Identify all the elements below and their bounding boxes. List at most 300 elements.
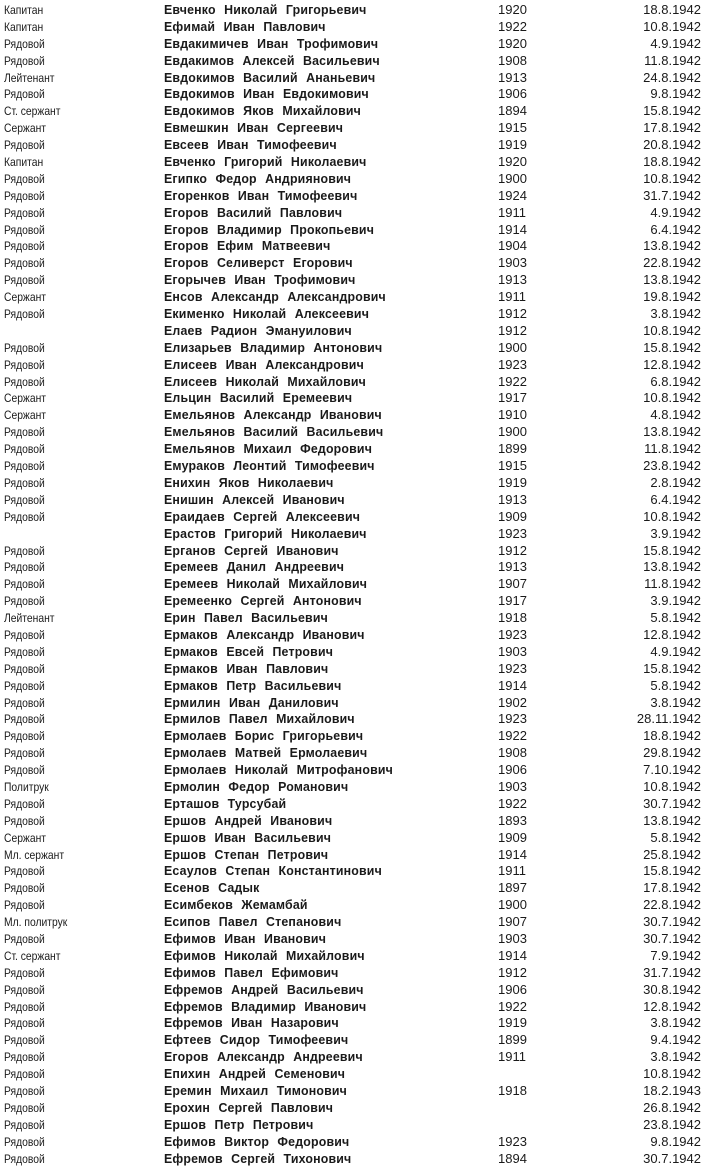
date-cell: 13.8.1942 xyxy=(643,272,701,288)
birth-year-cell: 1906 xyxy=(498,981,527,997)
name-cell: Евдакимов Алексей Васильевич xyxy=(164,52,380,68)
rank-cell: Рядовой xyxy=(4,577,45,592)
roster-row xyxy=(0,390,707,407)
rank-cell: Рядовой xyxy=(4,1100,45,1115)
roster-row xyxy=(0,728,707,745)
rank-cell: Мл. сержант xyxy=(4,847,65,862)
date-cell: 9.8.1942 xyxy=(650,1133,701,1149)
birth-year-cell: 1914 xyxy=(498,846,527,862)
rank-cell: Рядовой xyxy=(4,256,45,271)
date-cell: 11.8.1942 xyxy=(644,52,701,68)
name-cell: Ерохин Сергей Павлович xyxy=(164,1099,334,1115)
date-cell: 10.8.1942 xyxy=(643,778,701,794)
birth-year-cell: 1915 xyxy=(498,458,527,474)
rank-cell: Рядовой xyxy=(4,357,45,372)
rank-cell: Рядовой xyxy=(4,1084,45,1098)
date-cell: 18.8.1942 xyxy=(643,728,701,744)
name-cell: Ерташов Турсубай xyxy=(164,795,287,811)
name-cell: Еремеев Николай Михайлович xyxy=(164,576,368,592)
birth-year-cell: 1913 xyxy=(498,559,527,575)
rank-cell: Рядовой xyxy=(4,729,45,744)
birth-year-cell: 1903 xyxy=(498,643,527,659)
birth-year-cell: 1903 xyxy=(498,930,527,946)
name-cell: Егоренков Иван Тимофеевич xyxy=(164,187,358,203)
birth-year-cell: 1914 xyxy=(498,221,527,237)
date-cell: 15.8.1942 xyxy=(643,339,701,355)
name-cell: Ермолаев Николай Митрофанович xyxy=(164,762,393,778)
roster-row xyxy=(0,914,707,931)
name-cell: Ефимов Павел Ефимович xyxy=(164,964,339,980)
date-cell: 30.7.1942 xyxy=(643,795,701,811)
roster-row xyxy=(0,1117,707,1134)
name-cell: Есимбеков Жемамбай xyxy=(164,897,308,913)
date-cell: 18.2.1943 xyxy=(643,1083,701,1098)
date-cell: 12.8.1942 xyxy=(643,626,701,642)
roster-row xyxy=(0,1032,707,1049)
roster-row xyxy=(0,762,707,779)
rank-cell: Рядовой xyxy=(4,374,45,389)
date-cell: 13.8.1942 xyxy=(643,812,701,828)
rank-cell: Рядовой xyxy=(4,53,45,68)
date-cell: 10.8.1942 xyxy=(643,508,701,524)
name-cell: Евмешкин Иван Сергеевич xyxy=(164,120,344,136)
birth-year-cell: 1917 xyxy=(498,593,527,609)
name-cell: Егоров Селиверст Егорович xyxy=(164,255,353,271)
name-cell: Ельцин Василий Еремеевич xyxy=(164,390,353,406)
roster-row xyxy=(0,1151,707,1167)
birth-year-cell: 1903 xyxy=(498,778,527,794)
roster-row xyxy=(0,576,707,593)
birth-year-cell: 1922 xyxy=(498,795,527,811)
date-cell: 15.8.1942 xyxy=(643,863,701,879)
name-cell: Елаев Радион Эмануилович xyxy=(164,322,352,338)
rank-cell: Рядовой xyxy=(4,644,45,659)
roster-row xyxy=(0,644,707,661)
name-cell: Ермаков Иван Павлович xyxy=(164,660,329,676)
roster-row xyxy=(0,779,707,796)
roster-row xyxy=(0,70,707,87)
date-cell: 15.8.1942 xyxy=(643,660,701,676)
roster-row xyxy=(0,610,707,627)
birth-year-cell: 1912 xyxy=(498,964,527,980)
rank-cell: Рядовой xyxy=(4,627,45,642)
name-cell: Есипов Павел Степанович xyxy=(164,914,342,930)
roster-row xyxy=(0,205,707,222)
birth-year-cell: 1894 xyxy=(498,1150,527,1166)
roster-row xyxy=(0,1083,707,1100)
roster-row xyxy=(0,103,707,120)
birth-year-cell: 1920 xyxy=(498,2,527,17)
roster-row xyxy=(0,289,707,306)
date-cell: 22.8.1942 xyxy=(643,897,701,913)
date-cell: 17.8.1942 xyxy=(643,120,701,136)
birth-year-cell: 1908 xyxy=(498,745,527,761)
name-cell: Ершов Андрей Иванович xyxy=(164,812,333,828)
name-cell: Еремин Михаил Тимонович xyxy=(164,1083,348,1098)
rank-cell: Рядовой xyxy=(4,1117,45,1132)
roster-row xyxy=(0,982,707,999)
rank-cell: Рядовой xyxy=(4,746,45,761)
name-cell: Елизарьев Владимир Антонович xyxy=(164,339,383,355)
birth-year-cell: 1922 xyxy=(498,728,527,744)
date-cell: 6.4.1942 xyxy=(650,491,701,507)
roster-row xyxy=(0,86,707,103)
birth-year-cell: 1922 xyxy=(498,998,527,1014)
roster-row xyxy=(0,830,707,847)
name-cell: Еремеенко Сергей Антонович xyxy=(164,593,362,609)
roster-row xyxy=(0,880,707,897)
name-cell: Емельянов Михаил Федорович xyxy=(164,441,373,457)
roster-row xyxy=(0,813,707,830)
name-cell: Ершов Степан Петрович xyxy=(164,846,329,862)
rank-cell: Рядовой xyxy=(4,188,45,203)
date-cell: 18.8.1942 xyxy=(643,154,701,170)
name-cell: Египко Федор Андриянович xyxy=(164,170,352,186)
date-cell: 24.8.1942 xyxy=(643,69,701,85)
rank-cell: Сержант xyxy=(4,121,47,136)
rank-cell: Рядовой xyxy=(4,273,45,288)
birth-year-cell: 1908 xyxy=(498,52,527,68)
roster-row xyxy=(0,847,707,864)
date-cell: 6.4.1942 xyxy=(650,221,701,237)
date-cell: 25.8.1942 xyxy=(643,846,701,862)
rank-cell: Рядовой xyxy=(4,475,45,490)
name-cell: Ермолаев Матвей Ермолаевич xyxy=(164,745,368,761)
name-cell: Ермолаев Борис Григорьевич xyxy=(164,728,364,744)
roster-row xyxy=(0,931,707,948)
date-cell: 3.8.1942 xyxy=(650,694,701,710)
roster-row xyxy=(0,1049,707,1066)
roster-row xyxy=(0,306,707,323)
roster-row xyxy=(0,36,707,53)
date-cell: 30.7.1942 xyxy=(643,914,701,930)
roster-row xyxy=(0,120,707,137)
date-cell: 4.9.1942 xyxy=(650,204,701,220)
date-cell: 10.8.1942 xyxy=(643,1066,701,1082)
birth-year-cell: 1906 xyxy=(498,762,527,778)
roster-row xyxy=(0,154,707,171)
birth-year-cell: 1914 xyxy=(498,677,527,693)
roster-row xyxy=(0,441,707,458)
roster-row xyxy=(0,424,707,441)
name-cell: Енихин Яков Николаевич xyxy=(164,474,334,490)
name-cell: Ермолин Федор Романович xyxy=(164,778,349,794)
rank-cell: Рядовой xyxy=(4,864,45,879)
roster-row xyxy=(0,745,707,762)
name-cell: Ефремов Иван Назарович xyxy=(164,1015,339,1031)
roster-row xyxy=(0,796,707,813)
name-cell: Ермилов Павел Михайлович xyxy=(164,711,355,727)
name-cell: Енсов Александр Александрович xyxy=(164,289,386,305)
date-cell: 18.8.1942 xyxy=(643,2,701,17)
birth-year-cell: 1900 xyxy=(498,424,527,440)
birth-year-cell: 1913 xyxy=(498,491,527,507)
rank-cell: Сержант xyxy=(4,408,47,423)
name-cell: Ермаков Евсей Петрович xyxy=(164,643,334,659)
name-cell: Ершов Иван Васильевич xyxy=(164,829,332,845)
date-cell: 28.11.1942 xyxy=(636,711,701,727)
rank-cell: Рядовой xyxy=(4,1050,45,1065)
rank-cell: Рядовой xyxy=(4,459,45,474)
name-cell: Емельянов Василий Васильевич xyxy=(164,424,384,440)
date-cell: 31.7.1942 xyxy=(643,187,701,203)
roster-row xyxy=(0,458,707,475)
birth-year-cell: 1906 xyxy=(498,86,527,102)
rank-cell: Рядовой xyxy=(4,1134,45,1149)
birth-year-cell: 1919 xyxy=(498,1015,527,1031)
date-cell: 10.8.1942 xyxy=(643,18,701,34)
birth-year-cell: 1912 xyxy=(498,542,527,558)
date-cell: 22.8.1942 xyxy=(643,255,701,271)
rank-cell: Лейтенант xyxy=(4,70,55,85)
rank-cell: Мл. политрук xyxy=(4,915,68,930)
rank-cell: Рядовой xyxy=(4,881,45,896)
date-cell: 5.8.1942 xyxy=(650,829,701,845)
date-cell: 17.8.1942 xyxy=(643,880,701,896)
birth-year-cell: 1912 xyxy=(498,306,527,322)
date-cell: 2.8.1942 xyxy=(650,474,701,490)
rank-cell: Рядовой xyxy=(4,509,45,524)
roster-row xyxy=(0,2,707,19)
name-cell: Егоров Ефим Матвеевич xyxy=(164,238,331,254)
rank-cell: Рядовой xyxy=(4,239,45,254)
rank-cell: Рядовой xyxy=(4,712,45,727)
rank-cell: Рядовой xyxy=(4,560,45,575)
date-cell: 12.8.1942 xyxy=(643,998,701,1014)
date-cell: 19.8.1942 xyxy=(643,289,701,305)
rank-cell: Капитан xyxy=(4,3,44,17)
name-cell: Ермаков Александр Иванович xyxy=(164,626,365,642)
birth-year-cell: 1900 xyxy=(498,339,527,355)
roster-row xyxy=(0,627,707,644)
date-cell: 11.8.1942 xyxy=(644,441,701,457)
name-cell: Евдакимичев Иван Трофимович xyxy=(164,35,379,51)
name-cell: Егоров Владимир Прокопьевич xyxy=(164,221,375,237)
name-cell: Егоров Василий Павлович xyxy=(164,204,343,220)
rank-cell: Рядовой xyxy=(4,171,45,186)
date-cell: 5.8.1942 xyxy=(650,610,701,626)
name-cell: Енишин Алексей Иванович xyxy=(164,491,345,507)
date-cell: 3.8.1942 xyxy=(650,1049,701,1065)
name-cell: Ефимов Николай Михайлович xyxy=(164,947,365,963)
roster-row xyxy=(0,1134,707,1151)
date-cell: 31.7.1942 xyxy=(643,964,701,980)
birth-year-cell: 1919 xyxy=(498,137,527,153)
rank-cell: Рядовой xyxy=(4,492,45,507)
birth-year-cell: 1912 xyxy=(498,322,527,338)
birth-year-cell: 1923 xyxy=(498,1133,527,1149)
rank-cell: Капитан xyxy=(4,19,44,34)
name-cell: Ерастов Григорий Николаевич xyxy=(164,525,367,541)
date-cell: 6.8.1942 xyxy=(650,373,701,389)
birth-year-cell: 1910 xyxy=(498,407,527,423)
name-cell: Ераидаев Сергей Алексеевич xyxy=(164,508,361,524)
roster-row xyxy=(0,374,707,391)
name-cell: Евченко Григорий Николаевич xyxy=(164,154,367,170)
rank-cell: Рядовой xyxy=(4,594,45,609)
birth-year-cell: 1907 xyxy=(498,576,527,592)
rank-cell: Рядовой xyxy=(4,1016,45,1031)
birth-year-cell: 1911 xyxy=(498,863,526,879)
date-cell: 23.8.1942 xyxy=(643,1116,701,1132)
date-cell: 3.9.1942 xyxy=(650,593,701,609)
birth-year-cell: 1903 xyxy=(498,255,527,271)
birth-year-cell: 1913 xyxy=(498,272,527,288)
birth-year-cell: 1918 xyxy=(498,1083,527,1098)
roster-row xyxy=(0,526,707,543)
birth-year-cell: 1911 xyxy=(498,289,526,305)
rank-cell: Рядовой xyxy=(4,695,45,710)
date-cell: 4.8.1942 xyxy=(650,407,701,423)
birth-year-cell: 1902 xyxy=(498,694,527,710)
roster-row xyxy=(0,340,707,357)
roster-row xyxy=(0,559,707,576)
name-cell: Есаулов Степан Константинович xyxy=(164,863,382,879)
date-cell: 7.9.1942 xyxy=(650,947,701,963)
birth-year-cell: 1915 xyxy=(498,120,527,136)
name-cell: Епихин Андрей Семенович xyxy=(164,1066,346,1082)
roster-row xyxy=(0,137,707,154)
roster-row xyxy=(0,897,707,914)
birth-year-cell: 1894 xyxy=(498,103,527,119)
roster-row xyxy=(0,965,707,982)
date-cell: 9.8.1942 xyxy=(650,86,701,102)
name-cell: Елисеев Иван Александрович xyxy=(164,356,364,372)
rank-cell: Политрук xyxy=(4,779,49,794)
birth-year-cell: 1919 xyxy=(498,474,527,490)
date-cell: 5.8.1942 xyxy=(650,677,701,693)
rank-cell: Рядовой xyxy=(4,307,45,322)
roster-row xyxy=(0,999,707,1016)
birth-year-cell: 1924 xyxy=(498,187,527,203)
birth-year-cell: 1917 xyxy=(498,390,527,406)
date-cell: 13.8.1942 xyxy=(643,238,701,254)
roster-row xyxy=(0,661,707,678)
rank-cell: Рядовой xyxy=(4,813,45,828)
birth-year-cell: 1923 xyxy=(498,525,527,541)
date-cell: 20.8.1942 xyxy=(643,137,701,153)
date-cell: 13.8.1942 xyxy=(643,559,701,575)
rank-cell: Рядовой xyxy=(4,796,45,811)
name-cell: Егорычев Иван Трофимович xyxy=(164,272,356,288)
rank-cell: Рядовой xyxy=(4,661,45,676)
birth-year-cell: 1909 xyxy=(498,829,527,845)
birth-year-cell: 1920 xyxy=(498,154,527,170)
date-cell: 26.8.1942 xyxy=(643,1099,701,1115)
rank-cell: Рядовой xyxy=(4,425,45,440)
roster-row xyxy=(0,543,707,560)
date-cell: 23.8.1942 xyxy=(643,458,701,474)
roster-row xyxy=(0,407,707,424)
birth-year-cell: 1897 xyxy=(498,880,527,896)
name-cell: Ефремов Сергей Тихонович xyxy=(164,1150,352,1166)
rank-cell: Рядовой xyxy=(4,138,45,153)
roster-row xyxy=(0,1015,707,1032)
date-cell: 4.9.1942 xyxy=(650,643,701,659)
birth-year-cell: 1900 xyxy=(498,170,527,186)
date-cell: 30.8.1942 xyxy=(643,981,701,997)
date-cell: 13.8.1942 xyxy=(643,424,701,440)
date-cell: 30.7.1942 xyxy=(643,930,701,946)
birth-year-cell: 1909 xyxy=(498,508,527,524)
roster-row xyxy=(0,475,707,492)
birth-year-cell: 1904 xyxy=(498,238,527,254)
rank-cell: Рядовой xyxy=(4,931,45,946)
name-cell: Емельянов Александр Иванович xyxy=(164,407,382,423)
rank-cell: Рядовой xyxy=(4,442,45,457)
date-cell: 3.8.1942 xyxy=(650,306,701,322)
date-cell: 3.9.1942 xyxy=(650,525,701,541)
rank-cell: Рядовой xyxy=(4,678,45,693)
roster-row xyxy=(0,272,707,289)
name-cell: Ерин Павел Васильевич xyxy=(164,610,328,626)
birth-year-cell: 1899 xyxy=(498,1032,527,1048)
birth-year-cell: 1911 xyxy=(498,1049,526,1065)
rank-cell: Рядовой xyxy=(4,205,45,220)
rank-cell: Рядовой xyxy=(4,543,45,558)
roster-row xyxy=(0,171,707,188)
birth-year-cell: 1922 xyxy=(498,373,527,389)
roster-row xyxy=(0,357,707,374)
date-cell: 3.8.1942 xyxy=(650,1015,701,1031)
birth-year-cell: 1923 xyxy=(498,660,527,676)
birth-year-cell: 1923 xyxy=(498,356,527,372)
birth-year-cell: 1914 xyxy=(498,947,527,963)
roster-row xyxy=(0,1066,707,1083)
birth-year-cell: 1900 xyxy=(498,897,527,913)
rank-cell: Рядовой xyxy=(4,763,45,778)
name-cell: Евченко Николай Григорьевич xyxy=(164,2,367,17)
rank-cell: Сержант xyxy=(4,830,47,845)
rank-cell: Рядовой xyxy=(4,1151,45,1166)
name-cell: Евдокимов Иван Евдокимович xyxy=(164,86,369,102)
date-cell: 12.8.1942 xyxy=(643,356,701,372)
date-cell: 4.9.1942 xyxy=(650,35,701,51)
roster-row xyxy=(0,863,707,880)
name-cell: Егоров Александр Андреевич xyxy=(164,1049,363,1065)
date-cell: 9.4.1942 xyxy=(650,1032,701,1048)
name-cell: Ермаков Петр Васильевич xyxy=(164,677,342,693)
name-cell: Ерганов Сергей Иванович xyxy=(164,542,339,558)
name-cell: Ефтеев Сидор Тимофеевич xyxy=(164,1032,349,1048)
name-cell: Ефимов Виктор Федорович xyxy=(164,1133,350,1149)
rank-cell: Лейтенант xyxy=(4,611,55,626)
name-cell: Ефимов Иван Иванович xyxy=(164,930,327,946)
birth-year-cell: 1918 xyxy=(498,610,527,626)
rank-cell: Рядовой xyxy=(4,1033,45,1048)
date-cell: 15.8.1942 xyxy=(643,103,701,119)
rank-cell: Рядовой xyxy=(4,87,45,102)
rank-cell: Рядовой xyxy=(4,36,45,51)
roster-row xyxy=(0,238,707,255)
roster-row xyxy=(0,323,707,340)
name-cell: Ефремов Андрей Васильевич xyxy=(164,981,364,997)
roster-row xyxy=(0,593,707,610)
date-cell: 11.8.1942 xyxy=(644,576,701,592)
roster-row xyxy=(0,948,707,965)
rank-cell: Рядовой xyxy=(4,965,45,980)
roster-row xyxy=(0,1100,707,1117)
name-cell: Ершов Петр Петрович xyxy=(164,1116,314,1132)
name-cell: Евдокимов Яков Михайлович xyxy=(164,103,362,119)
name-cell: Евсеев Иван Тимофеевич xyxy=(164,137,337,153)
birth-year-cell: 1911 xyxy=(498,204,526,220)
date-cell: 15.8.1942 xyxy=(643,542,701,558)
birth-year-cell: 1922 xyxy=(498,18,527,34)
birth-year-cell: 1899 xyxy=(498,441,527,457)
birth-year-cell: 1893 xyxy=(498,812,527,828)
roster-row xyxy=(0,509,707,526)
